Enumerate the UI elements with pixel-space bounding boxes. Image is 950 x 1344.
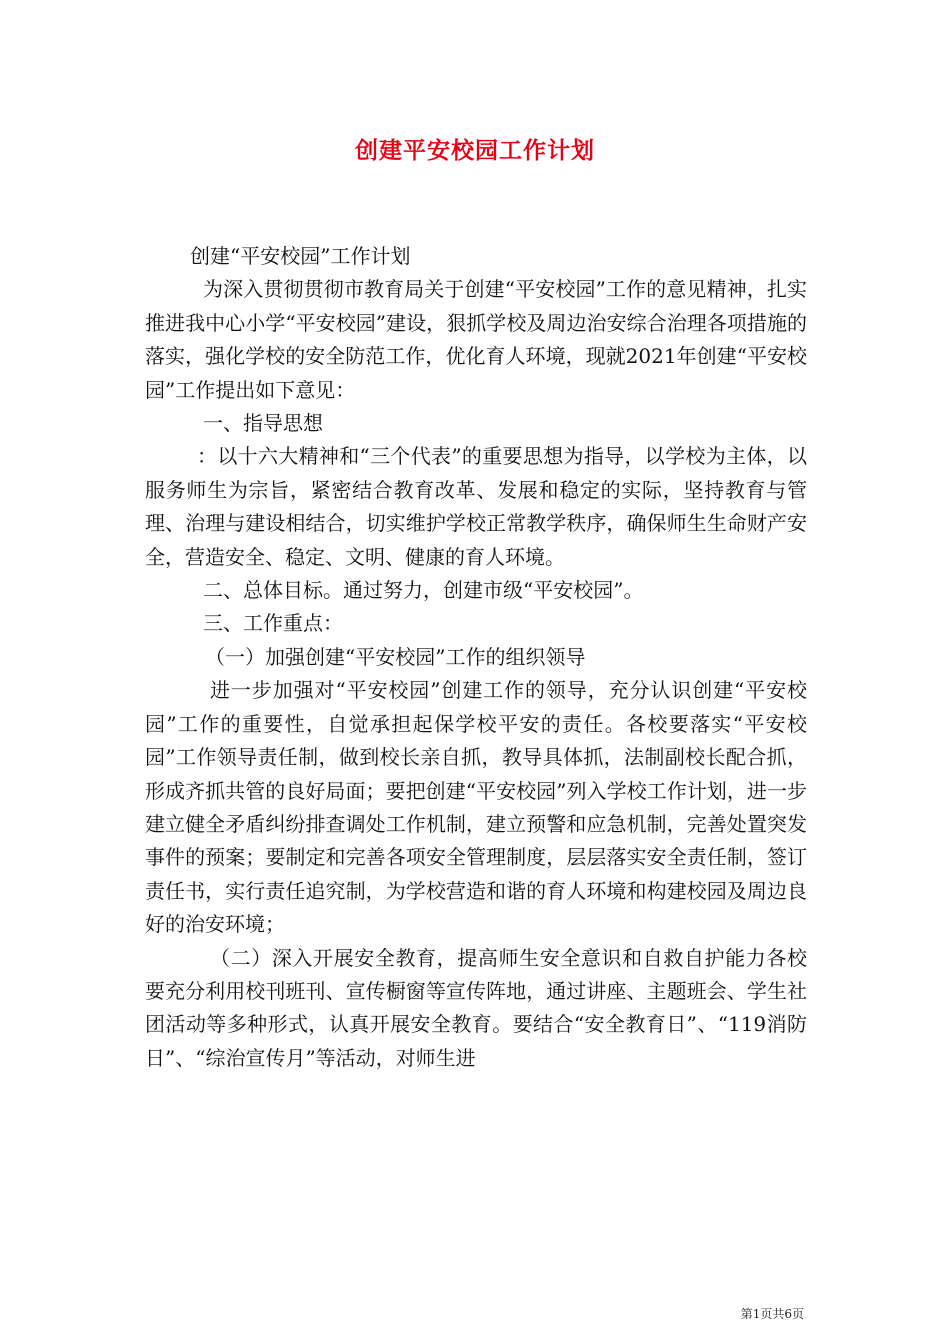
document-body [145, 240, 807, 1075]
document-title: 创建平安校园工作计划 [355, 137, 595, 164]
leadership-paragraph: 进一步加强对“平安校园”创建工作的领导，充分认识创建“平安校园”工作的重要性，自觉承担起保学校平安的责任。各校要落实“平安校园”工作领导责任制，做到校长亲自抓，教导具体抓，法制副校长配合抓，形成齐抓共管的良好局面；要把创建“平安校园”列入学校工作计划，进一步建立健全矛盾纠纷排查调处工作机制，建立预警和应急机制，完善处置突发事件的预案；要制定和完善各项安全管理制度，层层落实安全责任制，签订责任书，实行责任追究制，为学校营造和谐的育人环境和构建校园及周边良好的治安环境； [145, 678, 807, 937]
section-heading-overall-goal: 二、总体目标。通过努力，创建市级“平安校园”。 [203, 578, 644, 603]
guiding-ideology-paragraph: ：以十六大精神和“三个代表”的重要思想为指导，以学校为主体，以服务师生为宗旨，紧密结合教育改革、发展和稳定的实际，坚持教育与管理、治理与建设相结合，切实维护学校正常教学秩序，确保师生生命财产安全，营造安全、稳定、文明、健康的育人环境。 [145, 444, 807, 569]
page-number: 第1页共6页 [740, 1307, 804, 1321]
subsection-heading-leadership: （一）加强创建“平安校园”工作的组织领导 [205, 644, 586, 669]
safety-education-paragraph: （二）深入开展安全教育，提高师生安全意识和自救自护能力各校要充分利用校刊班刊、宣传橱窗等宣传阵地，通过讲座、主题班会、学生社团活动等多种形式，认真开展安全教育。要结合“安全教育日”、“119消防日”、“综治宣传月”等活动，对师生进 [145, 945, 807, 1070]
subtitle-paragraph: 创建“平安校园”工作计划 [190, 244, 411, 268]
section-heading-guiding-ideology: 一、指导思想 [203, 411, 323, 436]
intro-paragraph: 为深入贯彻贯彻市教育局关于创建“平安校园”工作的意见精神，扎实推进我中心小学“平安校园”建设，狠抓学校及周边治安综合治理各项措施的落实，强化学校的安全防范工作，优化育人环境，现就2021年创建“平安校园”工作提出如下意见： [145, 277, 807, 402]
section-heading-work-focus: 三、工作重点： [203, 611, 343, 636]
